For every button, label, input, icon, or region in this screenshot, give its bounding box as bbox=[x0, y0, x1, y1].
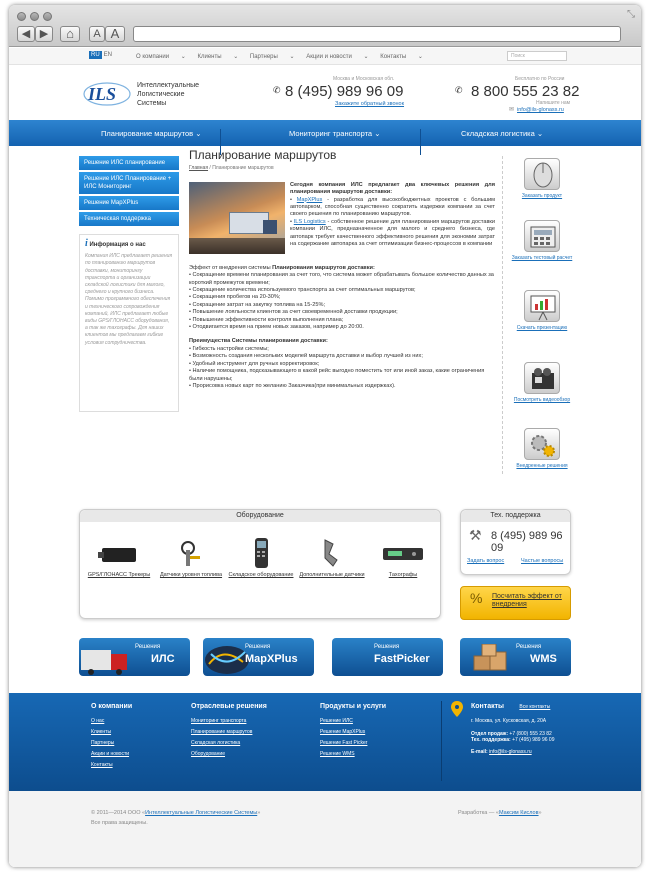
banner-fastpicker[interactable] bbox=[332, 638, 443, 676]
banner-ils[interactable] bbox=[79, 638, 190, 676]
list-item: • Сокращение времени планирования за счет того, что система может обрабатывать большое количество данных за короткий промежуток времени; bbox=[189, 272, 494, 286]
phone-icon: ✆ bbox=[455, 85, 463, 95]
main-navigation bbox=[9, 120, 641, 146]
nav-label: Мониторинг транспорта bbox=[289, 129, 373, 138]
implemented-solutions-link[interactable] bbox=[511, 428, 573, 469]
advantages-heading: Преимущества Системы планирования доставки: bbox=[189, 338, 328, 345]
footer-link[interactable]: Мониторинг транспорта bbox=[191, 718, 247, 724]
banner-title: ИЛС bbox=[151, 653, 175, 665]
nav-label: Планирование маршрутов bbox=[101, 129, 194, 138]
list-item: • Наличие помощника, подсказывающего в какой рейс выгодно поместить тот или иной заказ, какие ограничения были нарушены; bbox=[189, 368, 485, 382]
callback-link[interactable]: Закажите обратный звонок bbox=[335, 101, 405, 107]
truck-photo bbox=[189, 182, 285, 254]
footer-link[interactable]: Решение ИЛС bbox=[320, 718, 353, 724]
video-camera-icon bbox=[524, 362, 560, 394]
svg-text:ILS: ILS bbox=[88, 84, 117, 104]
banner-title: FastPicker bbox=[374, 653, 430, 665]
equipment-panel bbox=[79, 509, 441, 619]
equipment-label: Датчики уровня топлива bbox=[159, 572, 223, 578]
banner-title: WMS bbox=[530, 653, 557, 665]
footer-address: г. Москва, ул. Кусковская, д. 20А bbox=[471, 718, 547, 724]
list-item: • Повышение лояльности клиентов за счет своевременной доставки продукции; bbox=[189, 309, 398, 316]
equipment-label: GPS/ГЛОНАСС Трекеры bbox=[87, 572, 151, 578]
equipment-warehouse[interactable] bbox=[228, 538, 294, 579]
banner-label: Решения bbox=[135, 644, 161, 650]
resize-icon[interactable]: ⤡ bbox=[627, 9, 635, 20]
paragraph-text: - разработка для высокобюджетных проектов с большим автопарком, способная существенно сократить издержки компании за счет своего решения по планированию маршрутов. bbox=[290, 196, 495, 218]
breadcrumb-current: Планирование маршрутов bbox=[212, 165, 274, 172]
nav-warehouse-logistics[interactable]: Складская логистика ⌄ bbox=[461, 129, 544, 138]
equipment-gps-tracker[interactable] bbox=[86, 538, 152, 579]
top-menu-item[interactable]: Партнеры ⌄ bbox=[249, 54, 295, 60]
home-icon[interactable]: ⌂ bbox=[60, 26, 80, 42]
bottom-bar bbox=[9, 791, 641, 867]
top-menu-label: Клиенты bbox=[197, 54, 222, 60]
calculator-icon bbox=[524, 220, 560, 252]
page-viewport bbox=[9, 48, 641, 867]
footer-heading: Отраслевые решения bbox=[191, 703, 267, 710]
top-menu-label: Партнеры bbox=[249, 54, 278, 60]
paragraph-text: - собственное решение для планирования маршрутов доставки компании ИЛС, предназначенное для малого и среднего бизнеса, где автопарк требует качественного эффективного решения для экономии затрат на содержание автопарка за счет оптимизации бизнес-процессов в компании bbox=[290, 218, 495, 248]
developer-credit bbox=[458, 810, 542, 816]
main-content bbox=[189, 148, 495, 390]
company-name bbox=[137, 81, 199, 108]
minimize-window-icon[interactable] bbox=[30, 12, 39, 21]
company-link[interactable]: Интеллектуальные Логистические Системы bbox=[145, 810, 258, 816]
footer bbox=[9, 693, 641, 791]
footer-heading: О компании bbox=[91, 703, 133, 710]
nav-route-planning[interactable]: Планирование маршрутов ⌄ bbox=[101, 129, 202, 138]
nav-transport-monitoring[interactable]: Мониторинг транспорта ⌄ bbox=[289, 129, 381, 138]
scanner-icon bbox=[238, 538, 284, 568]
copyright-prefix: © 2011—2014 ООО « bbox=[91, 810, 146, 816]
top-menu-item[interactable]: О компании ⌄ bbox=[136, 54, 186, 60]
close-window-icon[interactable] bbox=[17, 12, 26, 21]
banner-label: Решения bbox=[245, 644, 271, 650]
list-item: • Отодвигается время на прием новых заказов, например до 20:00. bbox=[189, 324, 364, 331]
tools-icon: ⚒ bbox=[469, 527, 482, 543]
list-item: • Возможность создания нескольких моделей маршрута доставки и выбор лучшей из них; bbox=[189, 353, 423, 360]
tracker-icon bbox=[96, 538, 142, 568]
tech-phone: +7 (495) 989 96 09 bbox=[512, 737, 555, 743]
sidebar-button-support[interactable]: Техническая поддержка bbox=[79, 212, 179, 226]
footer-link[interactable]: Акции и новости bbox=[91, 751, 130, 757]
footer-link[interactable]: Партнеры bbox=[91, 740, 115, 746]
forward-button[interactable]: ▶ bbox=[35, 26, 53, 42]
list-item: • Прорисовка новых карт по желанию Заказчика(при минимальных издержках). bbox=[189, 382, 396, 389]
gears-icon bbox=[524, 428, 560, 460]
right-item-label: Внедренные решения bbox=[516, 463, 568, 469]
list-item: • Сокращение количества используемого транспорта за счет оптимальных маршрутов; bbox=[189, 287, 416, 294]
list-item: • Сокращение затрат на закупку топлива на 15-25%; bbox=[189, 301, 326, 308]
effect-heading bbox=[189, 265, 495, 272]
info-title: Информация о нас bbox=[89, 242, 146, 248]
info-text: Компания ИЛС предлагает решения по планированию маршрутов доставки, мониторингу транспорта и организации складской логистики для малого, среднего и крупного бизнеса. Помимо программного обеспечения и технического сопровождения компаний, ИЛС предлагает любые виды GPS/ГЛОНАСС оборудования, а так же тахографы. Для наших клиентов мы предлагаем гибкие условия сотрудничества. bbox=[85, 253, 173, 346]
footer-tech bbox=[471, 737, 555, 743]
email-label: Напишите нам bbox=[536, 100, 571, 106]
header-email-link[interactable]: info@ils-glonass.ru bbox=[517, 107, 564, 113]
percent-icon: % bbox=[470, 590, 483, 606]
developer-link[interactable]: Максим Кислов bbox=[498, 810, 539, 816]
top-menu-item[interactable]: Контакты ⌄ bbox=[380, 54, 423, 60]
right-item-label: Скачать презентацию bbox=[516, 325, 568, 331]
website bbox=[9, 48, 641, 867]
effects-list bbox=[189, 272, 495, 331]
logo[interactable] bbox=[83, 79, 131, 107]
intro-text: Сегодня компания ИЛС предлагает два ключевых решения для планирования маршрутов доставки: bbox=[290, 181, 495, 196]
company-name-line: Логистические bbox=[137, 91, 185, 98]
watch-video-link[interactable] bbox=[511, 362, 573, 403]
footer-col-company bbox=[91, 703, 132, 773]
footer-contacts bbox=[471, 703, 555, 755]
browser-chrome bbox=[9, 5, 641, 47]
company-name-line: Системы bbox=[137, 100, 167, 107]
effect-intro: Эффект от внедрения системы bbox=[189, 264, 273, 271]
fuel-sensor-icon bbox=[168, 538, 214, 568]
russia-phone: 8 800 555 23 82 bbox=[471, 83, 580, 100]
faq-link[interactable]: Частые вопросы bbox=[521, 558, 564, 564]
footer-link[interactable]: Решение WMS bbox=[320, 751, 355, 757]
right-sidebar bbox=[502, 156, 578, 474]
lang-ru[interactable]: RU bbox=[91, 52, 100, 58]
sales-label: Отдел продаж: bbox=[471, 731, 509, 737]
search-input[interactable]: Поиск bbox=[507, 51, 567, 61]
company-name-line: Интеллектуальные bbox=[137, 82, 200, 89]
moscow-phone: 8 (495) 989 96 09 bbox=[285, 83, 404, 100]
mapxplus-link[interactable]: MapXPlus bbox=[296, 196, 323, 203]
page-title: Планирование маршрутов bbox=[189, 148, 337, 162]
copyright-suffix: » bbox=[257, 810, 261, 816]
footer-link[interactable]: Решение Fast Picker bbox=[320, 740, 368, 746]
footer-link[interactable]: Оборудование bbox=[191, 751, 226, 757]
advantages-list bbox=[189, 346, 495, 390]
list-item: • Сокращения пробегов на 20-30%; bbox=[189, 294, 281, 301]
info-icon: i bbox=[85, 238, 88, 249]
sidebar-button-ils-planning-monitoring[interactable]: Решение ИЛС Планирование + ИЛС Мониторинг bbox=[79, 172, 179, 194]
lang-en[interactable]: EN bbox=[103, 52, 113, 58]
top-menu-item[interactable]: Клиенты ⌄ bbox=[197, 54, 239, 60]
ils-logistics-link[interactable]: ILS Logistics bbox=[293, 218, 326, 225]
presentation-icon bbox=[524, 290, 560, 322]
ask-question-link[interactable]: Задать вопрос bbox=[467, 558, 505, 564]
email-label: E-mail: bbox=[471, 749, 488, 755]
info-box bbox=[79, 234, 179, 412]
footer-divider bbox=[441, 701, 442, 781]
banner-label: Решения bbox=[516, 644, 542, 650]
banner-mapxplus[interactable] bbox=[203, 638, 314, 676]
equipment-label: Складское оборудование bbox=[228, 572, 294, 578]
order-test-link[interactable] bbox=[511, 220, 573, 261]
equipment-label: Дополнительные датчики bbox=[299, 572, 365, 578]
footer-heading: Продукты и услуги bbox=[320, 703, 387, 710]
copyright bbox=[91, 810, 260, 816]
equipment-fuel-sensor[interactable] bbox=[158, 538, 224, 579]
browser-window bbox=[9, 5, 641, 867]
top-menu-label: Акции и новости bbox=[306, 54, 352, 60]
font-larger-button[interactable]: A bbox=[105, 26, 125, 42]
list-item: • Повышение эффективности контроля выполнения плана; bbox=[189, 316, 344, 323]
back-button[interactable]: ◀ bbox=[17, 26, 35, 42]
equipment-tachographs[interactable] bbox=[370, 538, 436, 579]
font-smaller-button[interactable]: A bbox=[89, 26, 105, 42]
breadcrumb-home[interactable]: Главная bbox=[189, 165, 209, 172]
location-pin-icon bbox=[451, 701, 463, 719]
equipment-title: Оборудование bbox=[80, 510, 440, 522]
download-presentation-link[interactable] bbox=[511, 290, 573, 331]
developer-suffix: » bbox=[538, 810, 542, 816]
footer-link[interactable]: Планирование маршрутов bbox=[191, 729, 253, 735]
info-heading bbox=[85, 240, 173, 249]
calc-effect-button[interactable] bbox=[460, 586, 571, 620]
mail-icon: ✉ bbox=[509, 107, 515, 113]
footer-col-products bbox=[320, 703, 386, 762]
right-item-label: Посмотреть видеообзор bbox=[513, 397, 571, 403]
right-item-label: Заказать тестовый расчет bbox=[511, 255, 573, 261]
top-menu-label: Контакты bbox=[380, 54, 407, 60]
sensor-icon bbox=[309, 538, 355, 568]
list-item: • Гибкость настройки системы; bbox=[189, 345, 269, 352]
all-contacts-link[interactable]: Все контакты bbox=[519, 704, 551, 710]
top-menu-label: О компании bbox=[136, 54, 170, 60]
footer-link[interactable]: Решение MapXPlus bbox=[320, 729, 366, 735]
left-sidebar bbox=[79, 156, 179, 412]
sales-phone: +7 (800) 555 23 82 bbox=[509, 731, 552, 737]
top-menu bbox=[136, 53, 433, 60]
mouse-icon bbox=[524, 158, 560, 190]
list-item: • Удобный инструмент для ручных корректировок; bbox=[189, 360, 320, 367]
equipment-extra-sensors[interactable] bbox=[299, 538, 365, 579]
footer-col-solutions bbox=[191, 703, 267, 762]
footer-link[interactable]: Контакты bbox=[91, 762, 113, 768]
calc-label: Посчитать эффект от внедрения bbox=[492, 593, 562, 608]
moscow-label: Москва и Московская обл. bbox=[333, 76, 395, 82]
phone-icon: ✆ bbox=[273, 85, 281, 95]
address-bar[interactable] bbox=[133, 26, 621, 42]
sidebar-button-mapxplus[interactable]: Решение MapXPlus bbox=[79, 196, 179, 210]
rights-text: Все права защищены. bbox=[91, 820, 148, 826]
sidebar-button-ils-planning[interactable]: Решение ИЛС планирование bbox=[79, 156, 179, 170]
footer-email bbox=[471, 749, 555, 755]
footer-link[interactable]: Складская логистика bbox=[191, 740, 241, 746]
banner-wms[interactable] bbox=[460, 638, 571, 676]
top-menu-item[interactable]: Акции и новости ⌄ bbox=[306, 54, 369, 60]
maximize-window-icon[interactable] bbox=[43, 12, 52, 21]
paragraph-mapxplus: • MapXPlus - разработка для высокобюджетных проектов с большим автопарком, способная существенно сократить издержки компании за счет своего решения по планированию маршрутов. bbox=[290, 196, 495, 218]
support-phone: 8 (495) 989 96 09 bbox=[491, 530, 563, 554]
paragraph-ils-logistics: • ILS Logistics - собственное решение для планирования маршрутов доставки компании ИЛС, предназначенное для малого и среднего бизнеса, где автопарк требует качественного эффективного решения для экономии затрат на содержание автопарка за счет оптимизации бизнес-процессов в компании bbox=[290, 218, 495, 248]
tech-label: Тех. поддержка: bbox=[471, 737, 511, 743]
tech-support-panel bbox=[460, 509, 571, 575]
effect-bold: Планирования маршрутов доставки: bbox=[272, 264, 375, 271]
tachograph-icon bbox=[380, 538, 426, 568]
equipment-label: Тахографы bbox=[388, 572, 418, 578]
footer-link[interactable]: О нас bbox=[91, 718, 105, 724]
nav-label: Складская логистика bbox=[461, 129, 535, 138]
developer-label: Разработка — « bbox=[458, 810, 499, 816]
right-item-label: Заказать продукт bbox=[521, 193, 563, 199]
banner-label: Решения bbox=[374, 644, 400, 650]
banner-title: MapXPlus bbox=[245, 653, 298, 665]
footer-heading: Контакты bbox=[471, 703, 505, 710]
breadcrumb: Главная / Планирование маршрутов bbox=[189, 165, 274, 172]
russia-label: Бесплатно по России bbox=[515, 76, 565, 82]
top-bar bbox=[9, 48, 641, 65]
footer-link[interactable]: Клиенты bbox=[91, 729, 112, 735]
support-title: Тех. поддержка bbox=[461, 510, 570, 522]
language-switch bbox=[89, 51, 114, 59]
order-product-link[interactable] bbox=[511, 158, 573, 199]
footer-email-link[interactable]: info@ils-glonass.ru bbox=[489, 749, 532, 755]
